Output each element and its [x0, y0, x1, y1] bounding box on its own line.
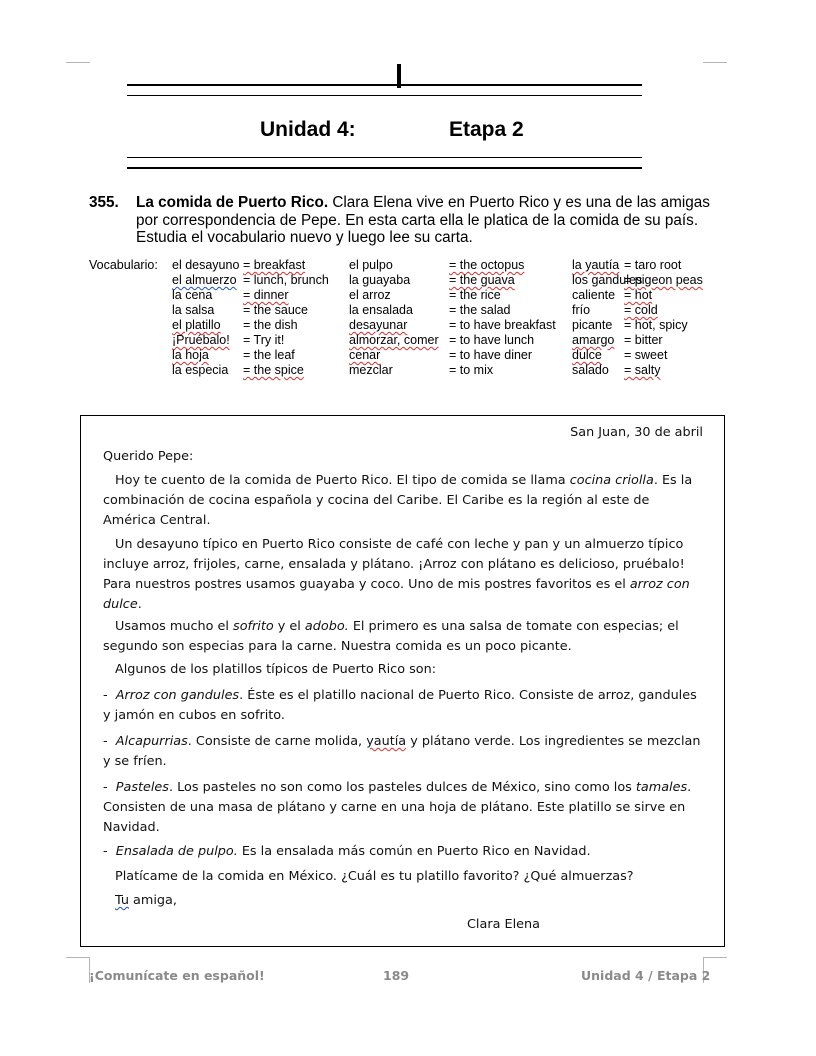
footer-page-number: 189	[383, 968, 410, 983]
vocab-def: = Try it!	[243, 333, 285, 347]
vocab-term: la guayaba	[349, 273, 411, 287]
vocab-def: = the dish	[243, 318, 298, 332]
unit-title: Unidad 4:	[260, 118, 356, 141]
vocab-term: mezclar	[349, 363, 393, 377]
vocab-term: picante	[572, 318, 613, 332]
letter-paragraph: Platícame de la comida en México. ¿Cuál es tu platillo favorito? ¿Qué almuerzas?	[115, 869, 634, 884]
vocab-term: la cena	[172, 288, 213, 302]
crop-mark	[703, 62, 727, 63]
letter-greeting: Querido Pepe:	[103, 449, 194, 464]
vocab-term: la hoja	[172, 348, 209, 362]
vocab-term: la ensalada	[349, 303, 413, 317]
vocab-term: el almuerzo	[172, 273, 237, 287]
vocab-term: el arroz	[349, 288, 391, 302]
vocab-term: caliente	[572, 288, 616, 302]
vocab-col3-defs	[624, 258, 703, 378]
letter-paragraph: Usamos mucho el sofrito y el adobo. El primero es una salsa de tomate con especias; el segundo son especias para la carne. Nuestra comida es un poco picante.	[103, 619, 679, 654]
header-rule-top	[127, 84, 642, 86]
vocab-term: amargo	[572, 333, 615, 347]
letter-paragraph: Algunos de los platillos típicos de Puerto Rico son:	[115, 662, 437, 677]
letter-paragraph: Hoy te cuento de la comida de Puerto Rico. El tipo de comida se llama cocina criolla. Es la combinación de cocina española y cocina del Caribe. El Caribe es la región al este de América Central.	[103, 473, 693, 528]
vocab-col2-terms	[349, 258, 439, 378]
vocab-term: la especia	[172, 363, 229, 377]
header-rule-top-thin	[127, 95, 642, 96]
vocab-def: = to have lunch	[449, 333, 535, 347]
vocab-def: = lunch, brunch	[243, 273, 329, 287]
vocab-def: = to mix	[449, 363, 494, 377]
letter-box	[80, 415, 725, 947]
crop-mark	[66, 957, 90, 958]
vocab-col1-terms	[172, 258, 239, 378]
vocab-def: = to have diner	[449, 348, 533, 362]
exercise-description: Clara Elena vive en Puerto Rico y es una de las amigas por correspondencia de Pepe. En esta carta ella le platica de la comida de su país. Estudia el vocabulario nuevo y luego lee su carta.	[136, 194, 710, 246]
vocab-term: la yautía	[572, 258, 620, 272]
letter-closing: Tu amiga,	[115, 893, 177, 908]
vocab-col1-defs	[243, 258, 329, 378]
vocab-def: = the sauce	[243, 303, 308, 317]
vocab-def: = hot	[624, 288, 653, 302]
vocab-term: dulce	[572, 348, 602, 362]
vocab-def: = sweet	[624, 348, 668, 362]
letter-list-item: - Alcapurrias. Consiste de carne molida, yautía y plátano verde. Los ingredientes se mezclan y se fríen.	[103, 734, 701, 769]
letter-list-item: - Ensalada de pulpo. Es la ensalada más común en Puerto Rico en Navidad.	[103, 844, 591, 859]
vocab-def: = hot, spicy	[624, 318, 688, 332]
vocab-def: = pigeon peas	[624, 273, 703, 287]
vocab-term: desayunar	[349, 318, 408, 332]
vocabulary-label: Vocabulario:	[89, 258, 158, 272]
footer-unit-stage: Unidad 4 / Etapa 2	[581, 968, 711, 983]
letter-paragraph: Un desayuno típico en Puerto Rico consiste de café con leche y pan y un almuerzo típico incluye arroz, frijoles, carne, ensalada y plátano. ¡Arroz con plátano es delicioso, pruébalo! Para nuestros postres usamos guayaba y coco. Uno de mis postres favoritos es el arroz con dulce.	[103, 537, 690, 612]
vocab-term: salado	[572, 363, 609, 377]
vocab-def: = bitter	[624, 333, 663, 347]
vocab-def: = dinner	[243, 288, 289, 302]
vocab-def: = the rice	[449, 288, 501, 302]
header-rule-bottom	[127, 167, 642, 169]
exercise-text	[136, 194, 726, 247]
vocab-def: = salty	[624, 363, 661, 377]
vocab-def: = the octopus	[449, 258, 525, 272]
letter-list-item: - Pasteles. Los pasteles no son como los pasteles dulces de México, sino como los tamales. Consisten de una masa de plátano y carne en una hoja de plátano. Este platillo se sirve en Navidad.	[103, 780, 692, 835]
vocab-term: el desayuno	[172, 258, 240, 272]
vocab-def: = taro root	[624, 258, 682, 272]
vocab-def: = the guava	[449, 273, 515, 287]
vocab-term: cenar	[349, 348, 381, 362]
stage-title: Etapa 2	[449, 118, 524, 141]
crop-mark	[66, 62, 90, 63]
header-rule-bottom-thin	[127, 157, 642, 158]
exercise-heading: La comida de Puerto Rico.	[136, 194, 329, 211]
exercise-number: 355.	[89, 194, 119, 211]
vocab-term: frío	[572, 303, 591, 317]
vocab-term: ¡Pruébalo!	[172, 333, 230, 347]
vocab-def: = breakfast	[243, 258, 306, 272]
vocab-term: la salsa	[172, 303, 215, 317]
vocab-term: los gandules	[572, 273, 643, 287]
letter-date: San Juan, 30 de abril	[570, 425, 703, 440]
crop-mark	[703, 957, 727, 958]
vocab-col2-defs	[449, 258, 556, 378]
vocab-def: = cold	[624, 303, 658, 317]
vocab-term: el platillo	[172, 318, 221, 332]
letter-list-item: - Arroz con gandules. Éste es el platillo nacional de Puerto Rico. Consiste de arroz, gandules y jamón en cubos en sofrito.	[103, 688, 697, 723]
vocab-def: = the salad	[449, 303, 511, 317]
vocab-term: el pulpo	[349, 258, 393, 272]
vocab-def: = the spice	[243, 363, 304, 377]
footer-book-title: ¡Comunícate en español!	[89, 968, 265, 983]
vocab-term: almorzar, comer	[349, 333, 439, 347]
vocab-def: = to have breakfast	[449, 318, 556, 332]
vocab-def: = the leaf	[243, 348, 295, 362]
letter-signature: Clara Elena	[467, 917, 540, 932]
